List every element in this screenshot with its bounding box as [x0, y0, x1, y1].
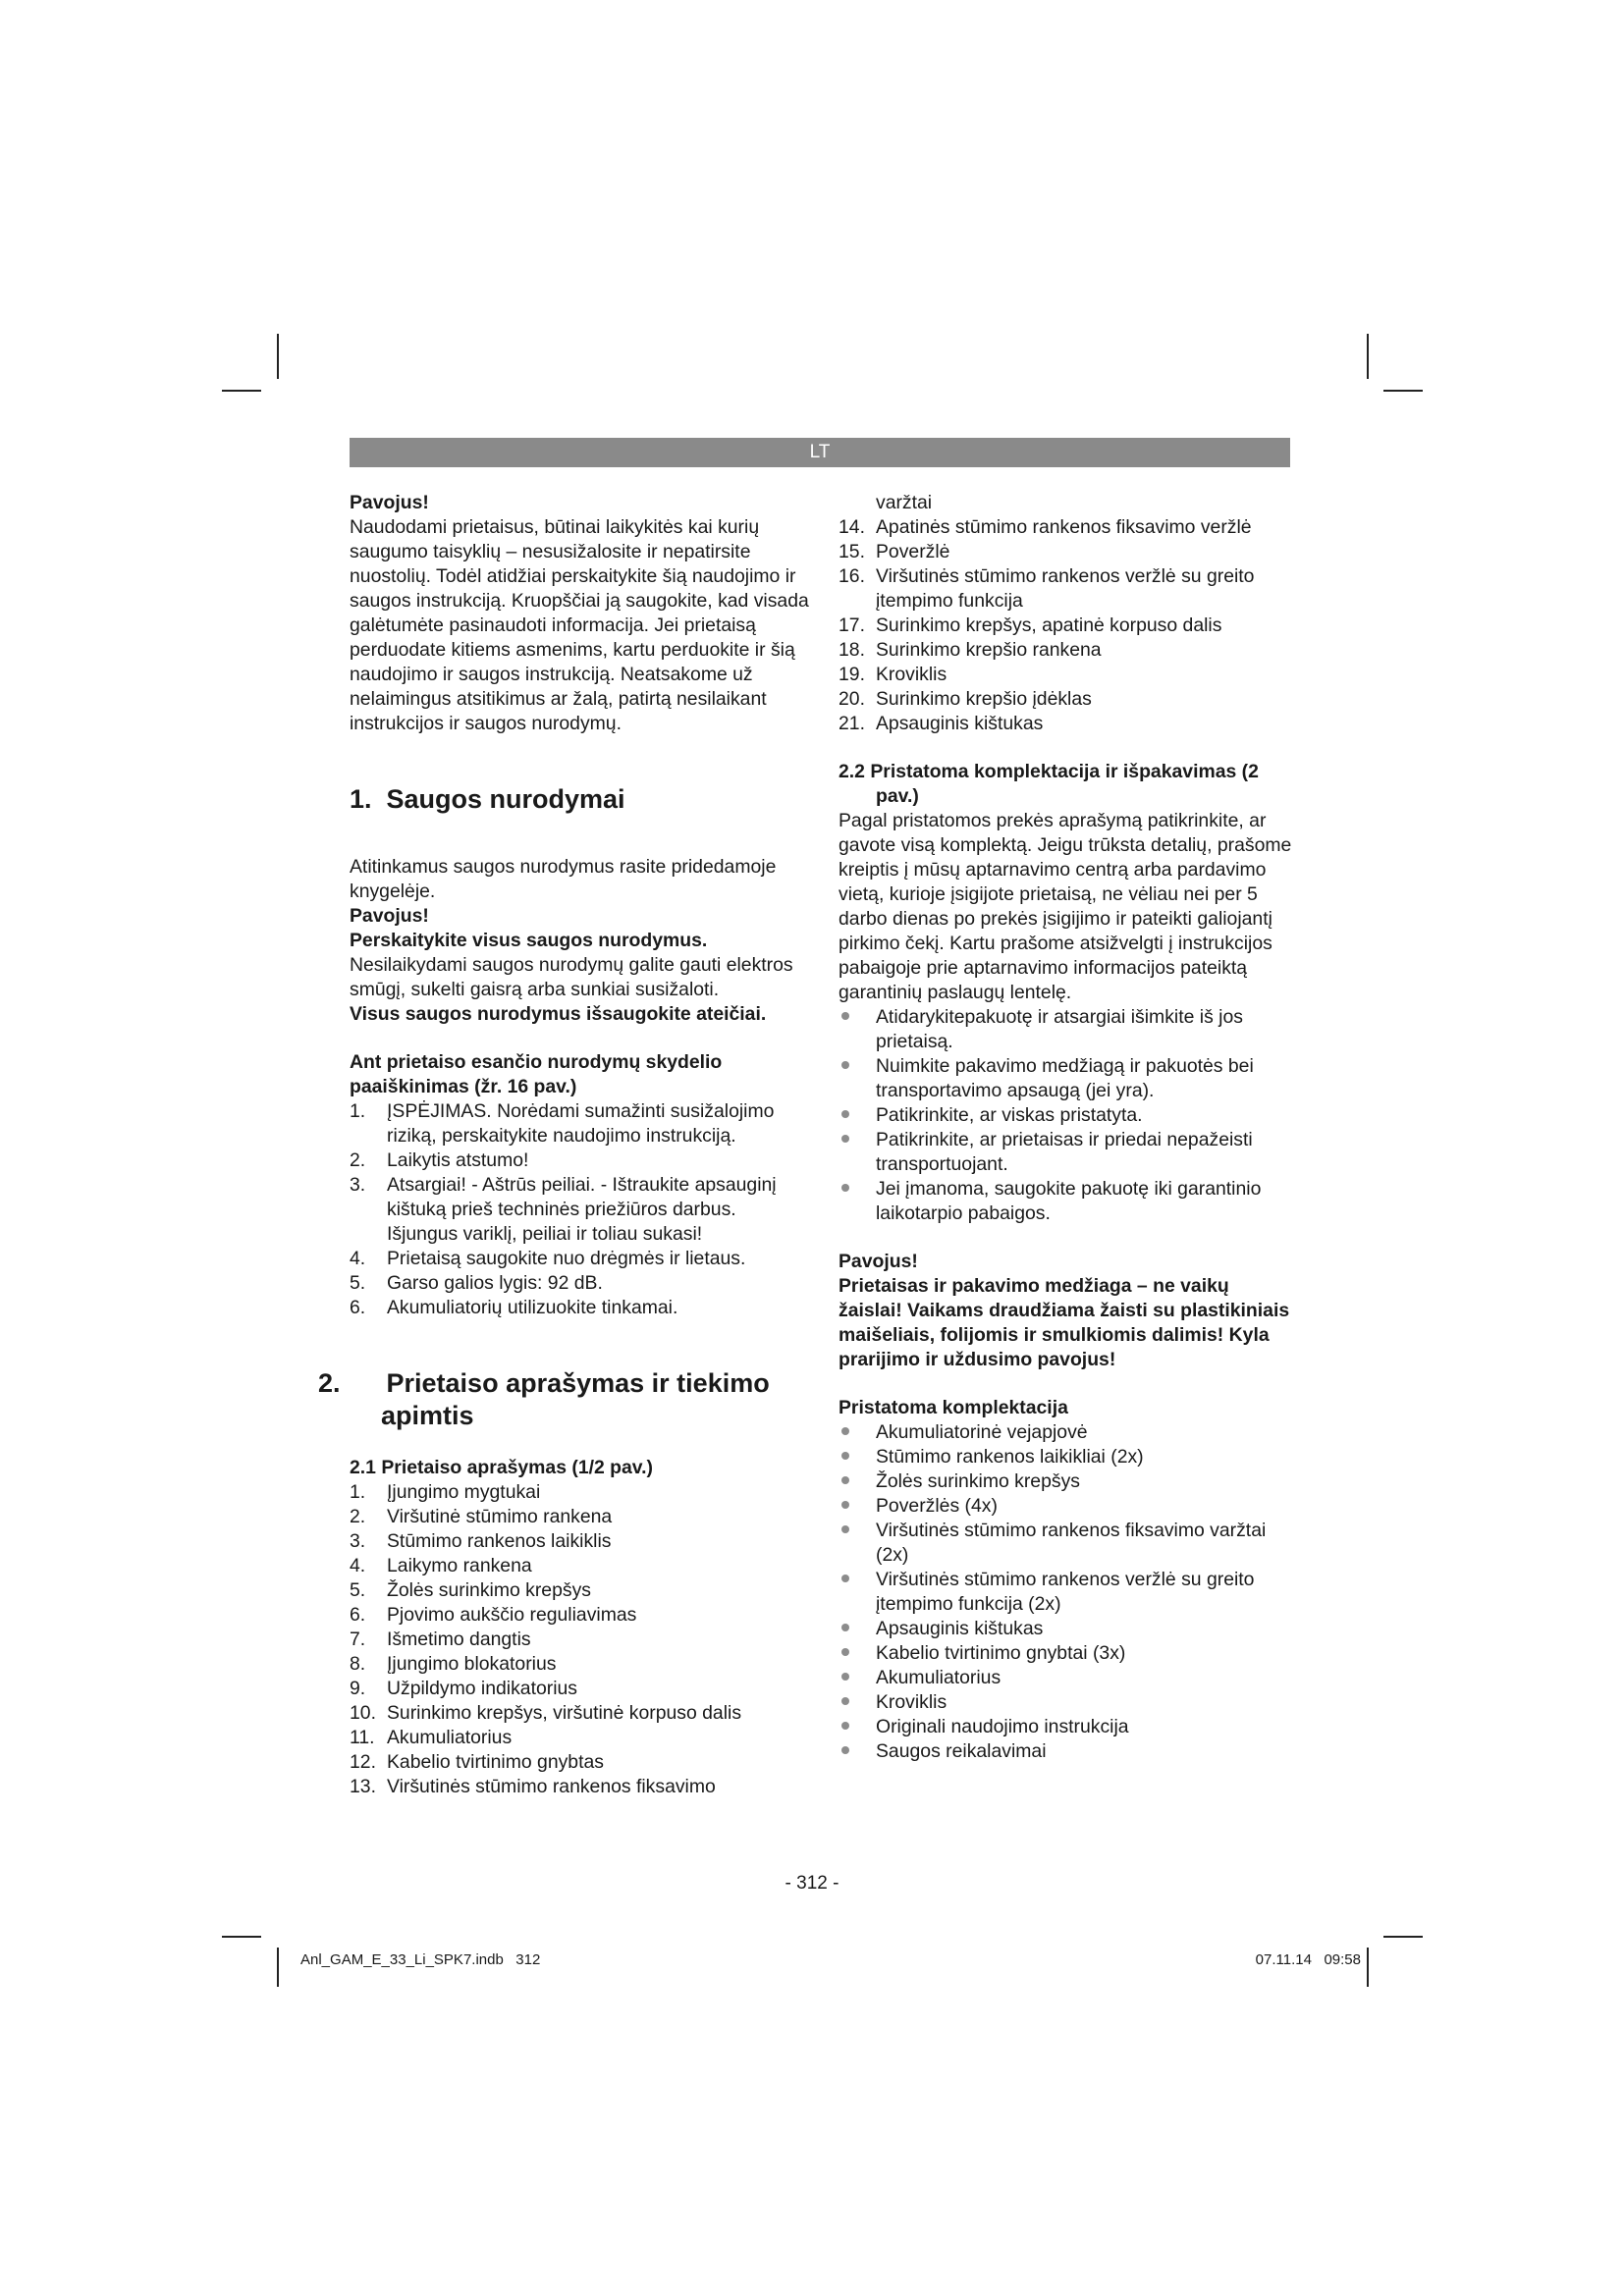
list-item: 5. Garso galios lygis: 92 dB. — [350, 1272, 603, 1294]
list-item: Patikrinkite, ar prietaisas ir priedai nepažeisti transportuojant. — [839, 1128, 1292, 1177]
list-item: 18. Surinkimo krepšio rankena — [839, 639, 1102, 661]
list-item: Saugos reikalavimai — [839, 1739, 1292, 1764]
left-column — [318, 491, 811, 1799]
section-1-number: 1. — [350, 784, 372, 814]
parts-list-continued — [839, 491, 1292, 736]
list-item: 15. Poveržlė — [839, 541, 950, 562]
list-item: 3. Stūmimo rankenos laikiklis — [350, 1530, 612, 1552]
unpack-list — [839, 1005, 1292, 1226]
list-item: 16. Viršutinės stūmimo rankenos veržlė su greito įtempimo funkcija — [839, 565, 1255, 612]
section-1-warning: Pavojus! — [350, 905, 429, 927]
section-2-heading — [318, 1367, 811, 1432]
list-item: 5. Žolės surinkimo krepšys — [350, 1579, 591, 1601]
crop-mark — [1367, 334, 1369, 379]
list-item: Patikrinkite, ar viskas pristatyta. — [839, 1103, 1292, 1128]
intro-warning-title: Pavojus! — [350, 492, 429, 513]
list-item: 10. Surinkimo krepšys, viršutinė korpuso dalis — [350, 1702, 742, 1724]
list-item: 12. Kabelio tvirtinimo gnybtas — [350, 1751, 604, 1773]
list-item: Kroviklis — [839, 1690, 1292, 1715]
list-item: Jei įmanoma, saugokite pakuotę iki garantinio laikotarpio pabaigos. — [839, 1177, 1292, 1226]
list-item: 8. Įjungimo blokatorius — [350, 1653, 557, 1675]
intro-text: Naudodami prietaisus, būtinai laikykitės kai kurių saugumo taisyklių – nesusižalosite ir nepatirsite nuostolių. Todėl atidžiai perskaitykite šią naudojimo ir saugos instrukciją. Kruopščiai ją saugokite, kad visada galėtumėte pasinaudoti informacija. Jei prietaisą perduodate kitiems asmenims, kartu perduokite ir šią naudojimo ir saugos instrukciją. Neatsakome už nelaimingus atsitikimus ar žalą, patirtą nesilaikant instrukcijos ir saugos nurodymų. — [350, 516, 809, 734]
list-item: Viršutinės stūmimo rankenos fiksavimo varžtai (2x) — [839, 1519, 1292, 1568]
list-item: 4. Prietaisą saugokite nuo drėgmės ir lietaus. — [350, 1248, 746, 1269]
footer-file-name: Anl_GAM_E_33_Li_SPK7.indb 312 — [300, 1951, 541, 1968]
list-item: Nuimkite pakavimo medžiagą ir pakuotės bei transportavimo apsaugą (jei yra). — [839, 1054, 1292, 1103]
crop-mark — [277, 334, 279, 379]
list-item: Akumuliatorius — [839, 1666, 1292, 1690]
list-item: 20. Surinkimo krepšio įdėklas — [839, 688, 1092, 710]
list-item: 14. Apatinės stūmimo rankenos fiksavimo veržlė — [839, 516, 1252, 538]
right-column — [839, 491, 1292, 1764]
language-code: LT — [809, 442, 831, 462]
list-item: 11. Akumuliatorius — [350, 1727, 513, 1748]
list-item: Kabelio tvirtinimo gnybtai (3x) — [839, 1641, 1292, 1666]
list-item: Apsauginis kištukas — [839, 1617, 1292, 1641]
section-2-1-heading: 2.1 Prietaiso aprašymas (1/2 pav.) — [350, 1457, 653, 1478]
list-item: 13. Viršutinės stūmimo rankenos fiksavimo — [350, 1776, 716, 1797]
list-item: 17. Surinkimo krepšys, apatinė korpuso dalis — [839, 614, 1222, 636]
crop-mark — [222, 1936, 261, 1938]
list-item: 6. Akumuliatorių utilizuokite tinkamai. — [350, 1297, 678, 1318]
list-item: Atidarykitepakuotę ir atsargiai išimkite iš jos prietaisą. — [839, 1005, 1292, 1054]
section-1-paragraph — [350, 929, 811, 1002]
crop-mark — [1383, 390, 1423, 392]
list-item: 3. Atsargiai! - Aštrūs peiliai. - Ištraukite apsauginį kištuką prieš techninės priežiūros darbus. Išjungus variklį, peiliai ir toliau sukasi! — [350, 1174, 777, 1245]
list-item: 9. Užpildymo indikatorius — [350, 1678, 577, 1699]
list-item: 7. Išmetimo dangtis — [350, 1629, 531, 1650]
list-item: Originali naudojimo instrukcija — [839, 1715, 1292, 1739]
parts-list — [350, 1480, 811, 1799]
list-item: 1. ĮSPĖJIMAS. Norėdami sumažinti susižalojimo riziką, perskaitykite naudojimo instrukciją. — [350, 1100, 775, 1147]
section-1-heading — [350, 783, 811, 816]
list-item: 2. Viršutinė stūmimo rankena — [350, 1506, 613, 1527]
section-1-bold-lead: Perskaitykite visus saugos nurodymus. — [350, 930, 708, 951]
list-item-continuation: varžtai — [876, 492, 933, 513]
section-2-number: 2. — [318, 1368, 341, 1398]
list-item: 6. Pjovimo aukščio reguliavimas — [350, 1604, 637, 1626]
list-item: Stūmimo rankenos laikikliai (2x) — [839, 1445, 1292, 1469]
list-item: Žolės surinkimo krepšys — [839, 1469, 1292, 1494]
delivery-list — [839, 1420, 1292, 1764]
symbols-list — [350, 1099, 811, 1320]
language-header-bar — [350, 438, 1290, 467]
section-1-keep: Visus saugos nurodymus išsaugokite ateičiai. — [350, 1003, 767, 1025]
warning-2-text: Prietaisas ir pakavimo medžiaga – ne vaikų žaislai! Vaikams draudžiama žaisti su plastikiniais maišeliais, folijomis ir smulkiomis dalimis! Kyla prarijimo ir uždusimo pavojus! — [839, 1275, 1290, 1370]
list-item: 4. Laikymo rankena — [350, 1555, 532, 1576]
list-item: 19. Kroviklis — [839, 664, 947, 685]
footer-date: 07.11.14 09:58 — [1255, 1951, 1361, 1968]
warning-2-title: Pavojus! — [839, 1251, 918, 1272]
crop-mark — [277, 1948, 279, 1987]
section-2-2-heading: 2.2 Pristatoma komplektacija ir išpakavimas (2 pav.) — [839, 761, 1259, 807]
section-1-text: Atitinkamus saugos nurodymus rasite pridedamoje knygelėje. — [350, 856, 777, 902]
list-item: Viršutinės stūmimo rankenos veržlė su greito įtempimo funkcija (2x) — [839, 1568, 1292, 1617]
section-2-title: Prietaiso aprašymas ir tiekimo apimtis — [381, 1368, 770, 1430]
list-item: 2. Laikytis atstumo! — [350, 1149, 529, 1171]
crop-mark — [1367, 1948, 1369, 1987]
list-item: 1. Įjungimo mygtukai — [350, 1481, 541, 1503]
section-1-body: Nesilaikydami saugos nurodymų galite gauti elektros smūgį, sukelti gaisrą arba sunkiai susižaloti. — [350, 954, 793, 1000]
page-number: - 312 - — [785, 1873, 839, 1894]
list-item: Poveržlės (4x) — [839, 1494, 1292, 1519]
delivery-heading: Pristatoma komplektacija — [839, 1397, 1068, 1418]
list-item: 21. Apsauginis kištukas — [839, 713, 1044, 734]
section-2-2-text: Pagal pristatomos prekės aprašymą patikrinkite, ar gavote visą komplektą. Jeigu trūksta detalių, prašome kreiptis į mūsų aptarnavimo centrą arba pardavimo vietą, kurioje įsigijote prietaisą, ne vėliau nei per 5 darbo dienas po prekės įsigijimo ir pateikti galiojantį pirkimo čekį. Kartu prašome atsižvelgti į instrukcijos pabaigoje prie aptarnavimo informacijos pateiktą garantinių paslaugų lentelę. — [839, 810, 1292, 1003]
crop-mark — [1383, 1936, 1423, 1938]
list-item: Akumuliatorinė vejapjovė — [839, 1420, 1292, 1445]
section-1-title: Saugos nurodymai — [386, 784, 625, 814]
crop-mark — [222, 390, 261, 392]
symbols-heading: Ant prietaiso esančio nurodymų skydelio paaiškinimas (žr. 16 pav.) — [350, 1051, 723, 1097]
